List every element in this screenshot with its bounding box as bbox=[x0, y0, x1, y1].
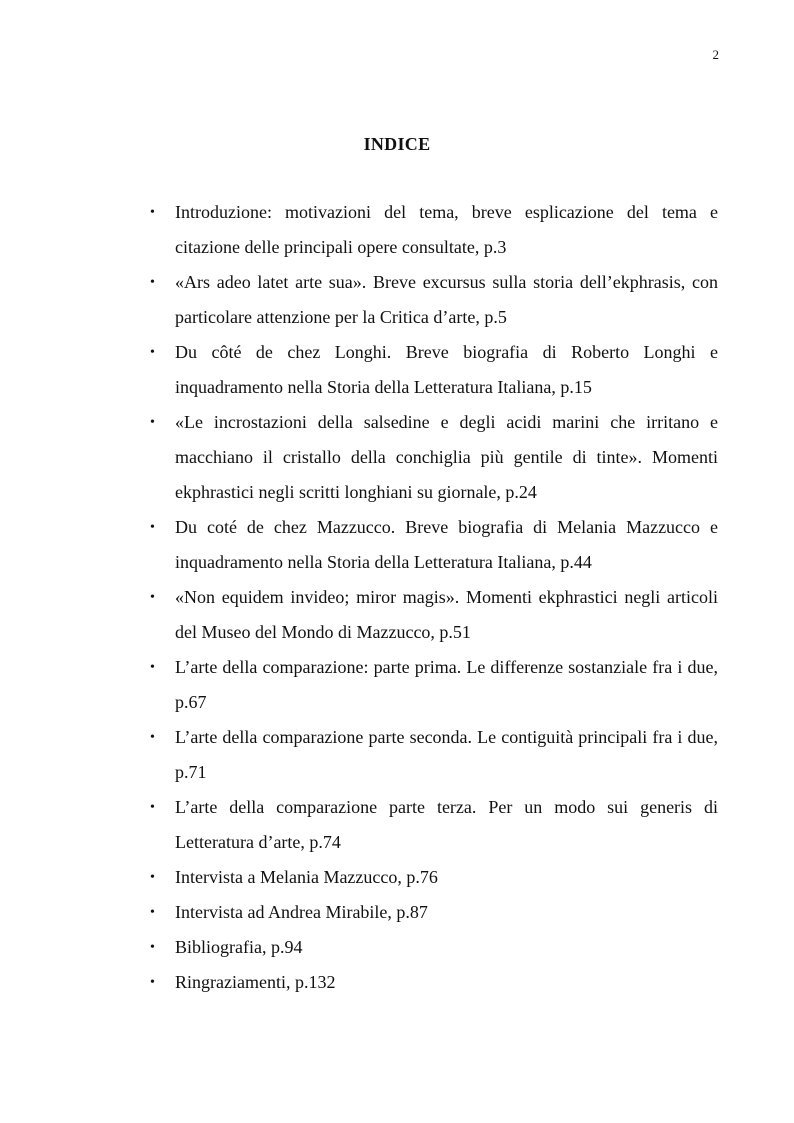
toc-item-text: Du côté de chez Longhi. Breve biografia di Roberto Longhi e inquadramento nella Storia della Letteratura Italiana, p.15 bbox=[175, 342, 718, 397]
bullet-icon: • bbox=[150, 590, 155, 605]
toc-item-text: Bibliografia, p.94 bbox=[175, 937, 303, 957]
bullet-icon: • bbox=[150, 345, 155, 360]
toc-item bbox=[150, 650, 718, 720]
toc-item bbox=[150, 510, 718, 580]
toc-item-text: Introduzione: motivazioni del tema, breve esplicazione del tema e citazione delle principali opere consultate, p.3 bbox=[175, 202, 718, 257]
bullet-icon: • bbox=[150, 800, 155, 815]
bullet-icon: • bbox=[150, 275, 155, 290]
toc-item bbox=[150, 405, 718, 510]
bullet-icon: • bbox=[150, 520, 155, 535]
bullet-icon: • bbox=[150, 415, 155, 430]
toc-item bbox=[150, 860, 718, 895]
toc-item bbox=[150, 720, 718, 790]
toc-item-text: L’arte della comparazione parte seconda. Le contiguità principali fra i due, p.71 bbox=[175, 727, 718, 782]
table-of-contents bbox=[150, 195, 718, 1000]
toc-item bbox=[150, 195, 718, 265]
toc-item bbox=[150, 790, 718, 860]
toc-item bbox=[150, 580, 718, 650]
toc-item-text: Ringraziamenti, p.132 bbox=[175, 972, 336, 992]
page-number: 2 bbox=[712, 47, 719, 62]
toc-item-text: Du coté de chez Mazzucco. Breve biografia di Melania Mazzucco e inquadramento nella Storia della Letteratura Italiana, p.44 bbox=[175, 517, 718, 572]
toc-item-text: Intervista ad Andrea Mirabile, p.87 bbox=[175, 902, 428, 922]
bullet-icon: • bbox=[150, 870, 155, 885]
bullet-icon: • bbox=[150, 205, 155, 220]
toc-item-text: L’arte della comparazione parte terza. Per un modo sui generis di Letteratura d’arte, p.74 bbox=[175, 797, 718, 852]
toc-item-text: L’arte della comparazione: parte prima. Le differenze sostanziale fra i due, p.67 bbox=[175, 657, 718, 712]
toc-item bbox=[150, 965, 718, 1000]
bullet-icon: • bbox=[150, 905, 155, 920]
toc-item-text: «Non equidem invideo; miror magis». Momenti ekphrastici negli articoli del Museo del Mondo di Mazzucco, p.51 bbox=[175, 587, 718, 642]
bullet-icon: • bbox=[150, 975, 155, 990]
toc-item bbox=[150, 930, 718, 965]
bullet-icon: • bbox=[150, 660, 155, 675]
toc-item-text: Intervista a Melania Mazzucco, p.76 bbox=[175, 867, 438, 887]
bullet-icon: • bbox=[150, 940, 155, 955]
bullet-icon: • bbox=[150, 730, 155, 745]
toc-item-text: «Ars adeo latet arte sua». Breve excursus sulla storia dell’ekphrasis, con particolare attenzione per la Critica d’arte, p.5 bbox=[175, 272, 718, 327]
page-title: INDICE bbox=[363, 134, 431, 154]
toc-item bbox=[150, 895, 718, 930]
toc-item bbox=[150, 335, 718, 405]
toc-item bbox=[150, 265, 718, 335]
toc-item-text: «Le incrostazioni della salsedine e degli acidi marini che irritano e macchiano il cristallo della conchiglia più gentile di tinte». Momenti ekphrastici negli scritti longhiani su giornale, p.24 bbox=[175, 412, 718, 502]
